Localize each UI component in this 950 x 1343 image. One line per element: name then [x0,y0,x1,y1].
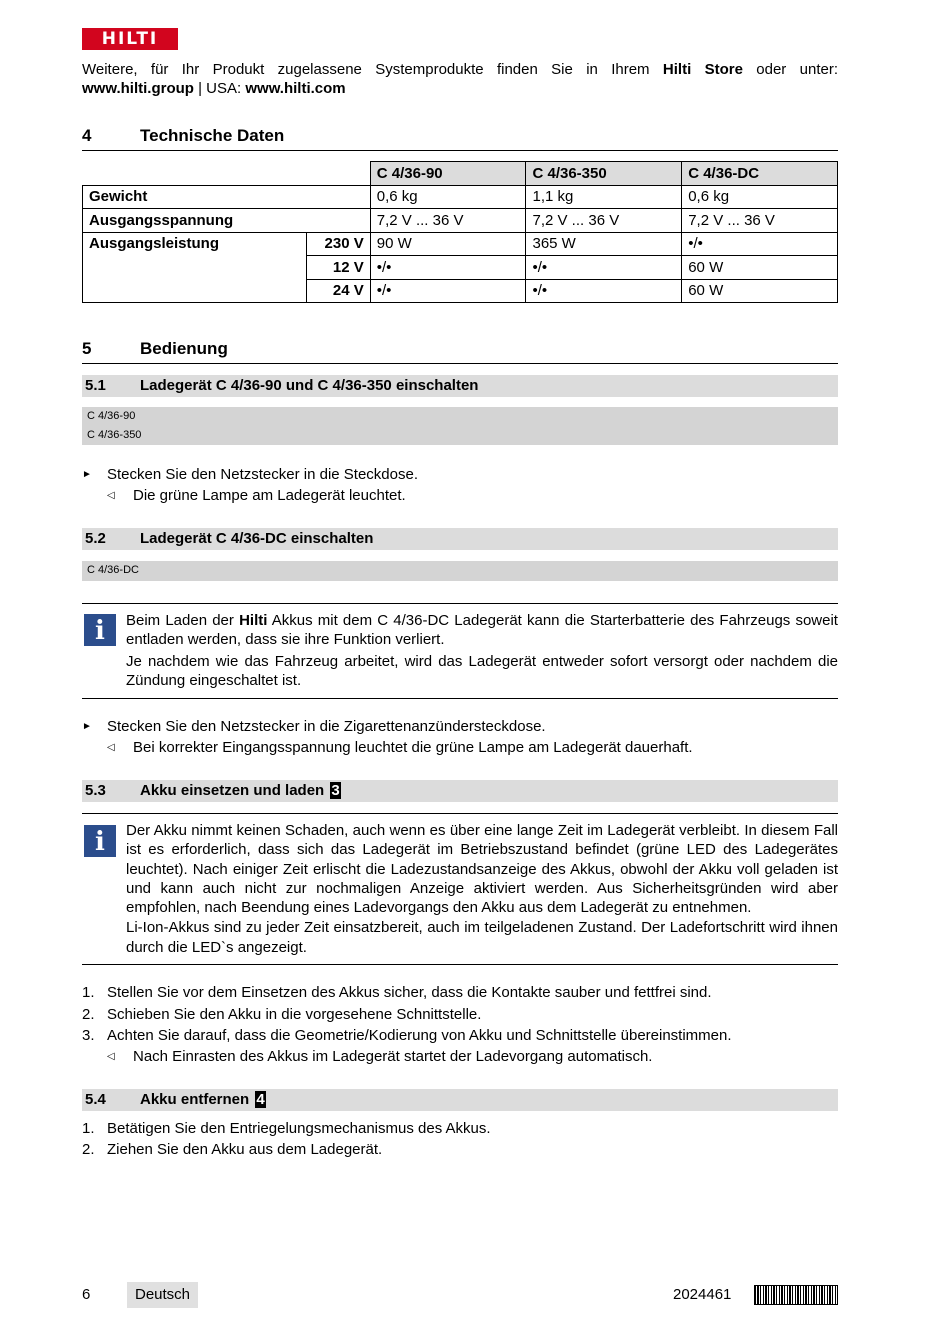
model-label: C 4/36-350 [87,429,142,441]
step-number: 1. [82,984,95,1001]
model-label: C 4/36-DC [87,564,139,576]
table-cell: 90 W [370,232,526,256]
section-number: 5.4 [85,1091,106,1108]
section-5-title: Bedienung [140,339,228,358]
table-cell: 60 W [682,279,838,303]
table-header: C 4/36-90 [370,162,526,186]
section-title: Akku entfernen [140,1091,250,1108]
section-5-3-heading [82,780,838,802]
table-cell: •/• [526,279,682,303]
table-cell: •/• [370,279,526,303]
technical-data-table [82,161,838,303]
section-4-number: 4 [82,126,92,145]
step-arrow-icon: ► [82,469,92,480]
section-4-title: Technische Daten [140,126,285,145]
section-title: Ladegerät C 4/36-90 und C 4/36-350 einschalten [140,377,479,394]
row-label-voltage: Ausgangsspannung [83,209,371,233]
result-arrow-icon: ◁ [107,490,115,501]
note-paragraph: Der Akku nimmt keinen Schaden, auch wenn es über eine lange Zeit im Ladegerät verbleibt. In diesem Fall ist es erforderlich, dass sich das Ladegerät im Betriebszustand befindet (grüne LED des Ladegerätes leuchtet). Nach einiger Zeit erlischt die Ladezustandsanzeige des Akkus, obwohl der Akku voll geladen ist und kann auch nicht zur nochmaligen Anzeige aktiviert werden. Aus Sicherheitsgründen wird aber empfohlen, nach Beendung eines Ladevorgangs den Akku aus dem Ladegerät zu entnehmen. [126,822,838,917]
step-arrow-icon: ► [82,721,92,732]
voltage-label: 24 V [306,279,370,303]
step-number: 2. [82,1006,95,1023]
result-arrow-icon: ◁ [107,742,115,753]
table-cell: 7,2 V ... 36 V [526,209,682,233]
result-arrow-icon: ◁ [107,1051,115,1062]
table-row [83,162,838,186]
model-band [82,561,838,581]
result-text: Die grüne Lampe am Ladegerät leuchtet. [133,487,406,504]
table-row [83,185,838,209]
step-text: Stellen Sie vor dem Einsetzen des Akkus sicher, dass die Kontakte sauber und fettfrei sind. [107,984,712,1001]
note-paragraph: Li-Ion-Akkus sind zu jeder Zeit einsatzbereit, auch im teilgeladenen Zustand. Der Ladefortschritt wird ihnen durch die LED`s angezeigt. [126,919,838,956]
table-cell: 0,6 kg [682,185,838,209]
step-number: 3. [82,1027,95,1044]
section-5-number: 5 [82,339,92,358]
intro-text-post: oder unter: [742,61,839,78]
step-number: 1. [82,1120,95,1137]
table-empty-cell [83,162,371,186]
table-cell: 1,1 kg [526,185,682,209]
voltage-label: 12 V [306,256,370,280]
intro-text [82,60,838,98]
info-icon: i [84,614,116,646]
table-cell: 60 W [682,256,838,280]
table-cell: 365 W [526,232,682,256]
voltage-label: 230 V [306,232,370,256]
language-label: Deutsch [127,1282,198,1308]
note-paragraph: Je nachdem wie das Fahrzeug arbeitet, wird das Ladegerät entweder sofort versorgt oder nachdem die Zündung eingeschaltet ist. [126,652,838,689]
result-text: Nach Einrasten des Akkus im Ladegerät startet der Ladevorgang automatisch. [133,1048,653,1065]
step-text: Stecken Sie den Netzstecker in die Zigarettenanzündersteckdose. [107,718,546,735]
link-hilti-com[interactable]: www.hilti.com [245,80,346,97]
intro-hilti-store: Hilti Store [662,61,743,78]
table-row [83,232,838,256]
step-text: Achten Sie darauf, dass die Geometrie/Kodierung von Akku und Schnittstelle übereinstimmen. [107,1027,732,1044]
document-number: 2024461 [673,1286,732,1303]
figure-ref: 4 [256,1091,265,1108]
link-hilti-group[interactable]: www.hilti.group [82,80,194,97]
intro-text-pre: Weitere, für Ihr Produkt zugelassene Systemprodukte finden Sie in Ihrem [82,61,663,78]
section-5-1-heading [82,375,838,397]
row-label-weight: Gewicht [83,185,371,209]
page-number: 6 [82,1286,91,1303]
step-text: Stecken Sie den Netzstecker in die Steckdose. [107,466,419,483]
section-number: 5.2 [85,530,106,547]
table-row [83,209,838,233]
table-cell: •/• [370,256,526,280]
section-5-4-heading [82,1089,838,1111]
intro-sep: | USA: [193,80,246,97]
barcode [754,1285,838,1305]
table-cell: 0,6 kg [370,185,526,209]
step-number: 2. [82,1141,95,1158]
note-text: Beim Laden der [126,612,240,629]
step-text: Schieben Sie den Akku in die vorgesehene Schnittstelle. [107,1006,482,1023]
note-paragraph [126,611,838,650]
figure-ref: 3 [331,782,340,799]
step-text: Betätigen Sie den Entriegelungsmechanismus des Akkus. [107,1120,491,1137]
table-header: C 4/36-350 [526,162,682,186]
table-cell: •/• [526,256,682,280]
info-note [82,813,838,965]
info-icon: i [84,825,116,857]
info-note [82,603,838,699]
section-number: 5.3 [85,782,106,799]
result-text: Bei korrekter Eingangsspannung leuchtet die grüne Lampe am Ladegerät dauerhaft. [133,739,693,756]
hilti-logo-text: HILTI [101,29,159,49]
model-label: C 4/36-90 [87,410,136,422]
section-4-heading [82,126,838,151]
section-title: Ladegerät C 4/36-DC einschalten [140,530,374,547]
section-5-2-heading [82,528,838,550]
table-cell: 7,2 V ... 36 V [370,209,526,233]
section-5-heading [82,339,838,364]
table-header: C 4/36-DC [682,162,838,186]
model-band [82,407,838,445]
table-cell: •/• [682,232,838,256]
row-label-power: Ausgangsleistung [83,232,307,303]
note-text: Akkus mit dem C 4/36-DC Ladegerät kann die Starterbatterie des Fahrzeugs soweit entladen werden, dass sie ihre Funktion verliert. [126,612,838,649]
section-number: 5.1 [85,377,106,394]
note-bold: Hilti [239,612,268,629]
hilti-logo [82,28,178,50]
section-title: Akku einsetzen und laden [140,782,325,799]
table-cell: 7,2 V ... 36 V [682,209,838,233]
step-text: Ziehen Sie den Akku aus dem Ladegerät. [107,1141,383,1158]
